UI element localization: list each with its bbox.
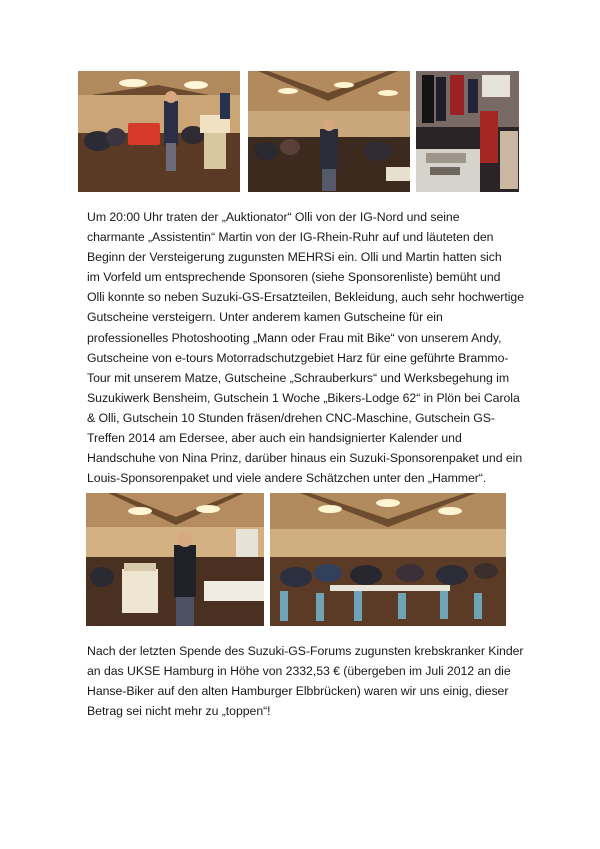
text-line: Beginn der Versteigerung zugunsten MEHRSi ein. Olli und Martin hatten sich (87, 250, 502, 265)
text-line: Hanse-Biker auf den alten Hamburger Elbbrücken) waren wir uns einig, dieser (87, 684, 509, 699)
auction-items-photo (416, 71, 519, 192)
text-line: Um 20:00 Uhr traten der „Auktionator“ Olli von der IG-Nord und seine (87, 210, 460, 224)
text-line: professionelles Photoshooting „Mann oder Frau mit Bike“ von unserem Andy, (87, 330, 502, 345)
text-line: Olli konnte so neben Suzuki-GS-Ersatzteilen, Bekleidung, auch sehr hochwertige (87, 290, 524, 305)
text-line: Gutscheine versteigern. Unter anderem kamen Gutscheine für ein (87, 310, 443, 325)
text-line: Louis-Sponsorenpaket und viele andere Schätzchen unter den „Hammer“. (87, 471, 487, 486)
auction-stage-photo (78, 71, 240, 192)
text-line: & Olli, Gutschein 10 Stunden fräsen/drehen CNC-Maschine, Gutschein GS- (87, 410, 495, 425)
text-line: Handschuhe von Nina Prinz, darüber hinaus ein Suzuki-Sponsorenpaket und ein (87, 451, 523, 466)
text-line: Treffen 2014 am Edersee, aber auch ein handsignierter Kalender und (87, 431, 462, 446)
auction-description-paragraph (87, 207, 527, 488)
text-line: Gutscheine von e-tours Motorradschutzgebiet Harz für eine geführte Brammo- (87, 350, 509, 365)
text-line: Suzukiwerk Bensheim, Gutschein 1 Woche „Bikers-Lodge 62“ in Plön bei Carola (87, 390, 520, 405)
text-line: charmante „Assistentin“ Martin von der IG-Rhein-Ruhr auf und läuteten den (87, 230, 494, 245)
donation-summary-paragraph (87, 641, 527, 721)
lectern-speaker-photo (86, 493, 264, 626)
text-line: Betrag sei nicht mehr zu „toppen“! (87, 704, 271, 719)
hall-tables-photo (270, 493, 506, 626)
text-line: Tour mit unserem Matze, Gutscheine „Schrauberkurs“ und Werksbegehung im (87, 370, 510, 385)
text-line: an das UKSE Hamburg in Höhe von 2332,53 € (übergeben im Juli 2012 an die (87, 664, 511, 679)
text-line: im Vorfeld um entsprechende Sponsoren (siehe Sponsorenliste) bemüht und (87, 270, 501, 285)
hall-audience-photo (248, 71, 410, 192)
text-line: Nach der letzten Spende des Suzuki-GS-Forums zugunsten krebskranker Kinder (87, 644, 524, 658)
